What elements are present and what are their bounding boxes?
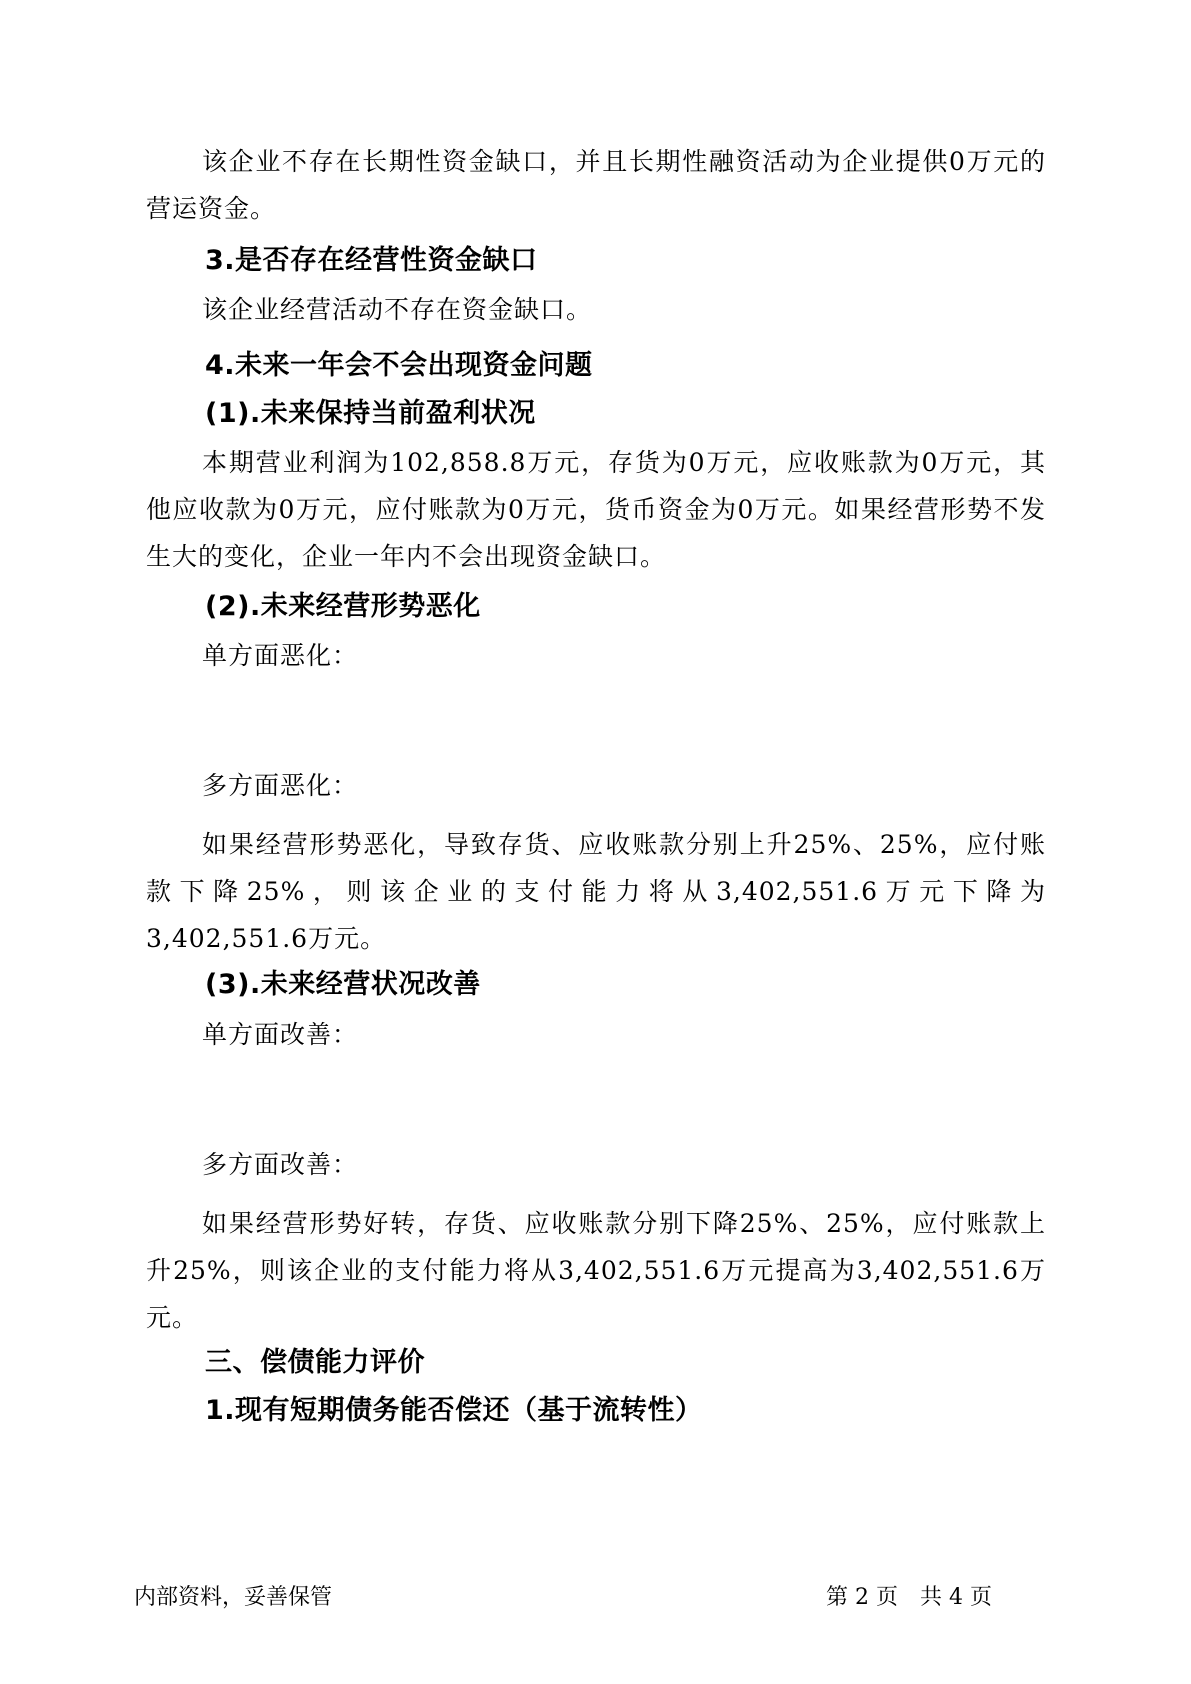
paragraph-long-term-gap: 该企业不存在长期性资金缺口，并且长期性融资活动为企业提供0万元的营运资金。 [146, 147, 1046, 223]
heading-operating-gap: 3.是否存在经营性资金缺口 [205, 245, 538, 276]
heading-next-year-funding: 4.未来一年会不会出现资金问题 [205, 350, 593, 381]
paragraph-multi-improving: 多方面改善： [202, 1150, 359, 1179]
paragraph-multi-worsening: 多方面恶化： [202, 771, 359, 800]
heading-improving: (3).未来经营状况改善 [205, 969, 481, 1000]
footer-confidential-note: 内部资料，妥善保管 [134, 1585, 333, 1610]
paragraph-operating-gap: 该企业经营活动不存在资金缺口。 [202, 295, 593, 324]
heading-short-term-debt: 1.现有短期债务能否偿还（基于流转性） [205, 1395, 703, 1426]
paragraph-single-worsening: 单方面恶化： [202, 641, 359, 670]
footer-page-number: 第 2 页 共 4 页 [826, 1585, 992, 1610]
heading-worsening: (2).未来经营形势恶化 [205, 591, 481, 622]
heading-maintain-profit: (1).未来保持当前盈利状况 [205, 398, 536, 429]
paragraph-worsening-detail: 如果经营形势恶化，导致存货、应收账款分别上升25%、25%，应付账款下降25%，则该企业的支付能力将从3,402,551.6万元下降为3,402,551.6万元。 [146, 830, 1046, 953]
paragraph-current-profit: 本期营业利润为102,858.8万元，存货为0万元，应收账款为0万元，其他应收款为0万元，应付账款为0万元，货币资金为0万元。如果经营形势不发生大的变化，企业一年内不会出现资金缺口。 [146, 448, 1046, 571]
paragraph-single-improving: 单方面改善： [202, 1020, 359, 1049]
heading-solvency-evaluation: 三、偿债能力评价 [205, 1347, 425, 1378]
paragraph-improving-detail: 如果经营形势好转，存货、应收账款分别下降25%、25%，应付账款上升25%，则该企业的支付能力将从3,402,551.6万元提高为3,402,551.6万元。 [146, 1209, 1046, 1332]
